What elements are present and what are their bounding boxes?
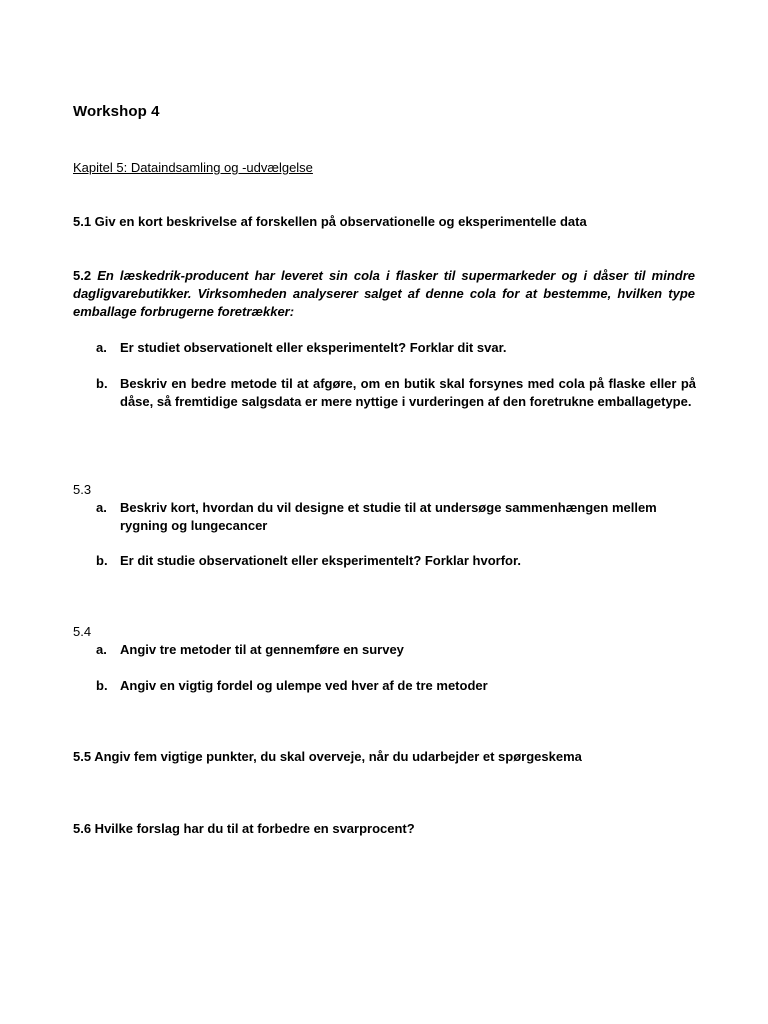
list-marker: b. xyxy=(96,553,108,568)
question-5-5: 5.5 Angiv fem vigtige punkter, du skal overveje, når du udarbejder et spørgeskema xyxy=(73,749,582,764)
list-marker: a. xyxy=(96,340,107,355)
list-marker: b. xyxy=(96,376,108,391)
list-marker: a. xyxy=(96,500,107,515)
question-5-2-a xyxy=(96,339,696,357)
question-5-4-a xyxy=(96,641,696,659)
list-item-text: Er dit studie observationelt eller eksperimentelt? Forklar hvorfor. xyxy=(120,553,521,568)
question-5-3-b xyxy=(96,552,696,570)
list-item-text: Beskriv en bedre metode til at afgøre, om en butik skal forsynes med cola på flaske eller på dåse, så fremtidige salgsdata er mere nyttige i vurderingen af den foretrukne emballagetype. xyxy=(120,376,696,409)
list-item-text: Angiv en vigtig fordel og ulempe ved hver af de tre metoder xyxy=(120,678,488,693)
question-5-1: 5.1 Giv en kort beskrivelse af forskellen på observationelle og eksperimentelle data xyxy=(73,214,587,229)
list-item-text: Er studiet observationelt eller eksperimentelt? Forklar dit svar. xyxy=(120,340,507,355)
list-item-text: Angiv tre metoder til at gennemføre en survey xyxy=(120,642,404,657)
question-5-6: 5.6 Hvilke forslag har du til at forbedre en svarprocent? xyxy=(73,821,415,836)
chapter-heading: Kapitel 5: Dataindsamling og -udvælgelse xyxy=(73,160,313,175)
question-intro: En læskedrik-producent har leveret sin cola i flasker til supermarkeder og i dåser til mindre dagligvarebutikker. Virksomheden analyserer salget af denne cola for at bestemme, hvilken type emballage forbrugerne foretrækker: xyxy=(73,268,695,319)
page-title: Workshop 4 xyxy=(73,103,160,120)
question-5-4-number: 5.4 xyxy=(73,624,92,639)
list-marker: b. xyxy=(96,678,108,693)
question-5-4-b xyxy=(96,677,696,695)
question-5-2 xyxy=(73,267,695,321)
list-item-text: Beskriv kort, hvordan du vil designe et studie til at undersøge sammenhængen mellem rygning og lungecancer xyxy=(120,500,657,533)
question-5-3-a xyxy=(96,499,696,535)
question-5-2-b xyxy=(96,375,696,411)
question-number: 5.2 xyxy=(73,268,92,283)
question-5-3-number: 5.3 xyxy=(73,482,92,497)
list-marker: a. xyxy=(96,642,107,657)
